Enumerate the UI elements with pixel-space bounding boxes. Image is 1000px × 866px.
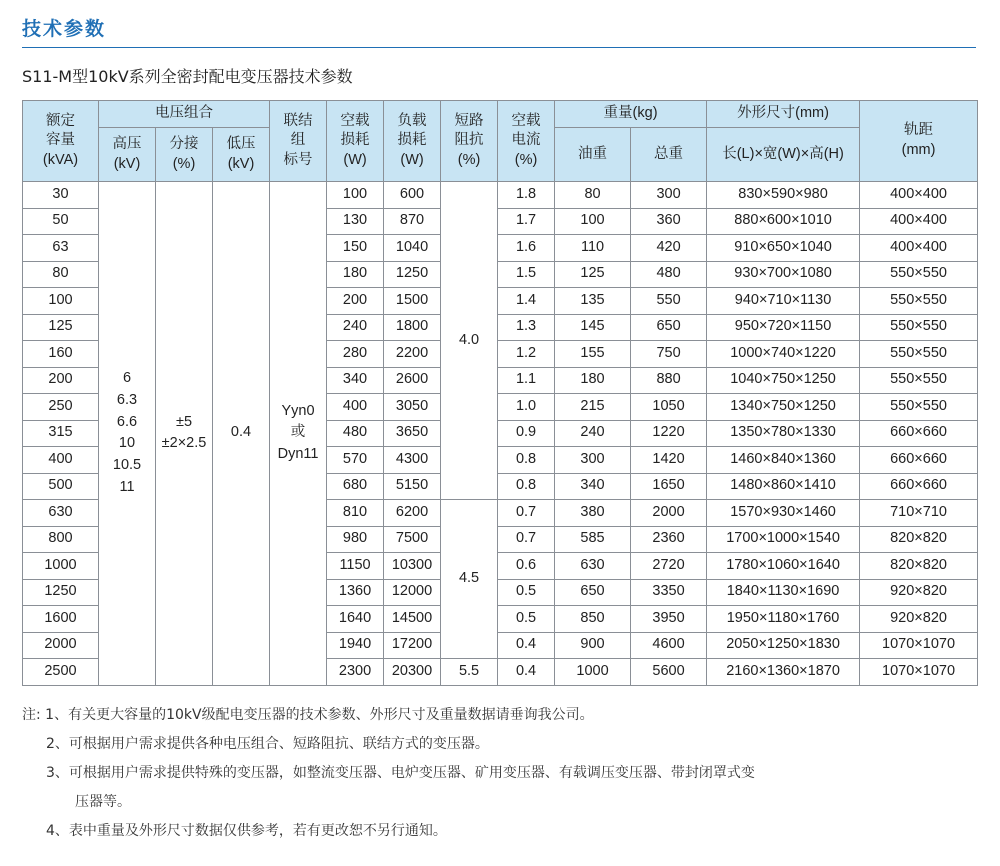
cell-no-load-current: 1.2 [498,341,555,368]
cell-no-load-current: 1.7 [498,208,555,235]
cell-no-load-loss: 200 [327,288,384,315]
cell-oil-weight: 1000 [555,659,631,686]
cell-capacity: 400 [23,447,99,474]
cell-lv-value: 0.4 [213,182,270,686]
header-hv: 高压 (kV) [99,128,156,182]
cell-gauge: 920×820 [860,579,978,606]
cell-no-load-loss: 980 [327,526,384,553]
cell-tap-values-line: ±2×2.5 [161,435,207,452]
cell-no-load-current: 1.4 [498,288,555,315]
cell-dimensions: 950×720×1150 [707,314,860,341]
cell-oil-weight: 215 [555,394,631,421]
cell-capacity: 50 [23,208,99,235]
cell-impedance: 5.5 [441,659,498,686]
cell-tap-values [156,182,213,686]
cell-capacity: 250 [23,394,99,421]
cell-load-loss: 1250 [384,261,441,288]
cell-dimensions: 1460×840×1360 [707,447,860,474]
cell-dimensions: 930×700×1080 [707,261,860,288]
cell-total-weight: 1050 [631,394,707,421]
cell-oil-weight: 135 [555,288,631,315]
cell-dimensions: 1570×930×1460 [707,500,860,527]
cell-oil-weight: 155 [555,341,631,368]
cell-no-load-loss: 2300 [327,659,384,686]
cell-total-weight: 1420 [631,447,707,474]
cell-oil-weight: 900 [555,632,631,659]
cell-connection [270,182,327,686]
header-oil-weight: 油重 [555,128,631,182]
cell-total-weight: 480 [631,261,707,288]
cell-hv-values-line: 6.3 [116,391,138,408]
cell-capacity: 63 [23,235,99,262]
table-body [23,182,978,686]
cell-no-load-current: 0.8 [498,473,555,500]
cell-capacity: 500 [23,473,99,500]
spec-table [22,100,978,686]
cell-load-loss: 10300 [384,553,441,580]
cell-total-weight: 2000 [631,500,707,527]
cell-load-loss: 17200 [384,632,441,659]
cell-total-weight: 4600 [631,632,707,659]
cell-load-loss: 6200 [384,500,441,527]
cell-no-load-current: 0.7 [498,500,555,527]
cell-dimensions: 910×650×1040 [707,235,860,262]
cell-gauge: 1070×1070 [860,659,978,686]
cell-no-load-loss: 150 [327,235,384,262]
cell-oil-weight: 850 [555,606,631,633]
cell-load-loss: 12000 [384,579,441,606]
cell-load-loss: 4300 [384,447,441,474]
cell-no-load-loss: 1360 [327,579,384,606]
cell-load-loss: 2600 [384,367,441,394]
cell-gauge: 820×820 [860,526,978,553]
notes [22,706,755,851]
cell-no-load-current: 0.8 [498,447,555,474]
cell-impedance: 4.0 [441,182,498,500]
cell-dimensions: 1780×1060×1640 [707,553,860,580]
cell-hv-values-line: 10.5 [112,457,142,473]
cell-no-load-loss: 130 [327,208,384,235]
cell-load-loss: 2200 [384,341,441,368]
cell-no-load-loss: 1150 [327,553,384,580]
cell-dimensions: 880×600×1010 [707,208,860,235]
cell-oil-weight: 300 [555,447,631,474]
cell-no-load-current: 1.1 [498,367,555,394]
header-lv: 低压 (kV) [213,128,270,182]
header-dimensions-sub: 长(L)×宽(W)×高(H) [707,128,860,182]
cell-no-load-loss: 280 [327,341,384,368]
cell-capacity: 160 [23,341,99,368]
cell-total-weight: 1220 [631,420,707,447]
cell-gauge: 550×550 [860,261,978,288]
cell-gauge: 660×660 [860,473,978,500]
cell-oil-weight: 145 [555,314,631,341]
cell-load-loss: 1040 [384,235,441,262]
cell-total-weight: 5600 [631,659,707,686]
header-voltage-group: 电压组合 [99,101,270,128]
note-4: 4、表中重量及外形尺寸数据仅供参考，若有更改恕不另行通知。 [46,823,447,839]
cell-total-weight: 300 [631,182,707,209]
cell-connection-line: 或 [290,424,306,441]
cell-oil-weight: 125 [555,261,631,288]
section-title: 技术参数 [22,18,107,40]
cell-total-weight: 750 [631,341,707,368]
cell-load-loss: 600 [384,182,441,209]
cell-gauge: 660×660 [860,447,978,474]
cell-gauge: 400×400 [860,182,978,209]
cell-oil-weight: 80 [555,182,631,209]
cell-impedance: 4.5 [441,500,498,659]
cell-dimensions: 940×710×1130 [707,288,860,315]
cell-no-load-current: 0.9 [498,420,555,447]
cell-capacity: 1000 [23,553,99,580]
cell-oil-weight: 380 [555,500,631,527]
cell-no-load-current: 0.5 [498,579,555,606]
cell-capacity: 1250 [23,579,99,606]
header-gauge: 轨距 (mm) [860,101,978,182]
cell-tap-values-line: ±5 [175,413,193,430]
cell-hv-values [99,182,156,686]
cell-no-load-loss: 180 [327,261,384,288]
cell-no-load-current: 0.4 [498,659,555,686]
cell-total-weight: 880 [631,367,707,394]
cell-dimensions: 2050×1250×1830 [707,632,860,659]
cell-load-loss: 7500 [384,526,441,553]
cell-dimensions: 2160×1360×1870 [707,659,860,686]
cell-no-load-loss: 340 [327,367,384,394]
cell-no-load-current: 0.7 [498,526,555,553]
cell-dimensions: 830×590×980 [707,182,860,209]
cell-capacity: 30 [23,182,99,209]
cell-total-weight: 360 [631,208,707,235]
cell-connection-line: Dyn11 [277,446,319,463]
cell-capacity: 80 [23,261,99,288]
header-load-loss: 负载 损耗 (W) [384,101,441,182]
cell-hv-values-line: 10 [118,435,136,452]
cell-no-load-current: 1.3 [498,314,555,341]
cell-dimensions: 1840×1130×1690 [707,579,860,606]
cell-dimensions: 1950×1180×1760 [707,606,860,633]
cell-oil-weight: 240 [555,420,631,447]
cell-no-load-current: 1.6 [498,235,555,262]
header-dimensions: 外形尺寸(mm) [707,101,860,128]
cell-load-loss: 870 [384,208,441,235]
note-1: 注: 1、有关更大容量的10kV级配电变压器的技术参数、外形尺寸及重量数据请垂询我公司。 [22,707,594,723]
cell-total-weight: 650 [631,314,707,341]
cell-no-load-current: 0.5 [498,606,555,633]
cell-capacity: 125 [23,314,99,341]
cell-no-load-current: 1.5 [498,261,555,288]
cell-gauge: 550×550 [860,314,978,341]
cell-hv-values-line: 11 [119,478,135,495]
cell-oil-weight: 585 [555,526,631,553]
cell-no-load-loss: 1940 [327,632,384,659]
cell-gauge: 820×820 [860,553,978,580]
header-total-weight: 总重 [631,128,707,182]
cell-oil-weight: 110 [555,235,631,262]
header-weight: 重量(kg) [555,101,707,128]
cell-gauge: 400×400 [860,208,978,235]
cell-gauge: 550×550 [860,341,978,368]
cell-capacity: 315 [23,420,99,447]
cell-no-load-loss: 810 [327,500,384,527]
cell-gauge: 550×550 [860,394,978,421]
cell-capacity: 100 [23,288,99,315]
cell-load-loss: 3050 [384,394,441,421]
cell-total-weight: 2720 [631,553,707,580]
cell-total-weight: 550 [631,288,707,315]
cell-no-load-loss: 100 [327,182,384,209]
cell-total-weight: 420 [631,235,707,262]
cell-capacity: 630 [23,500,99,527]
cell-no-load-current: 0.4 [498,632,555,659]
cell-gauge: 400×400 [860,235,978,262]
cell-load-loss: 5150 [384,473,441,500]
cell-gauge: 1070×1070 [860,632,978,659]
cell-dimensions: 1350×780×1330 [707,420,860,447]
cell-no-load-loss: 240 [327,314,384,341]
cell-total-weight: 2360 [631,526,707,553]
cell-total-weight: 3950 [631,606,707,633]
cell-oil-weight: 100 [555,208,631,235]
cell-no-load-loss: 480 [327,420,384,447]
cell-dimensions: 1000×740×1220 [707,341,860,368]
cell-gauge: 550×550 [860,367,978,394]
header-impedance: 短路 阻抗 (%) [441,101,498,182]
cell-load-loss: 3650 [384,420,441,447]
note-2: 2、可根据用户需求提供各种电压组合、短路阻抗、联结方式的变压器。 [46,736,489,752]
header-connection: 联结 组 标号 [270,101,327,182]
cell-capacity: 200 [23,367,99,394]
table-row [23,182,978,209]
cell-no-load-loss: 570 [327,447,384,474]
cell-connection-line: Yyn0 [281,402,315,419]
cell-no-load-loss: 1640 [327,606,384,633]
header-tap: 分接 (%) [156,128,213,182]
cell-total-weight: 1650 [631,473,707,500]
cell-load-loss: 20300 [384,659,441,686]
header-no-load-loss: 空载 损耗 (W) [327,101,384,182]
cell-no-load-loss: 680 [327,473,384,500]
cell-oil-weight: 630 [555,553,631,580]
cell-gauge: 550×550 [860,288,978,315]
cell-load-loss: 1800 [384,314,441,341]
cell-dimensions: 1700×1000×1540 [707,526,860,553]
cell-hv-values-line: 6 [122,370,132,386]
header-capacity: 额定 容量 (kVA) [23,101,99,182]
cell-hv-values-line: 6.6 [116,413,138,430]
title-divider [22,47,976,48]
cell-oil-weight: 650 [555,579,631,606]
note-3-continued: 压器等。 [75,794,131,810]
note-3: 3、可根据用户需求提供特殊的变压器，如整流变压器、电炉变压器、矿用变压器、有载调压变压器、带封闭罩式变 [46,765,755,781]
cell-dimensions: 1340×750×1250 [707,394,860,421]
cell-total-weight: 3350 [631,579,707,606]
cell-oil-weight: 180 [555,367,631,394]
cell-load-loss: 14500 [384,606,441,633]
cell-capacity: 800 [23,526,99,553]
cell-capacity: 2500 [23,659,99,686]
cell-gauge: 710×710 [860,500,978,527]
cell-no-load-loss: 400 [327,394,384,421]
table-title: S11-M型10kV系列全密封配电变压器技术参数 [22,67,353,86]
cell-capacity: 1600 [23,606,99,633]
cell-dimensions: 1040×750×1250 [707,367,860,394]
cell-no-load-current: 1.0 [498,394,555,421]
cell-no-load-current: 0.6 [498,553,555,580]
cell-dimensions: 1480×860×1410 [707,473,860,500]
cell-capacity: 2000 [23,632,99,659]
header-no-load-current: 空载 电流 (%) [498,101,555,182]
cell-load-loss: 1500 [384,288,441,315]
cell-oil-weight: 340 [555,473,631,500]
cell-no-load-current: 1.8 [498,182,555,209]
cell-gauge: 920×820 [860,606,978,633]
cell-gauge: 660×660 [860,420,978,447]
